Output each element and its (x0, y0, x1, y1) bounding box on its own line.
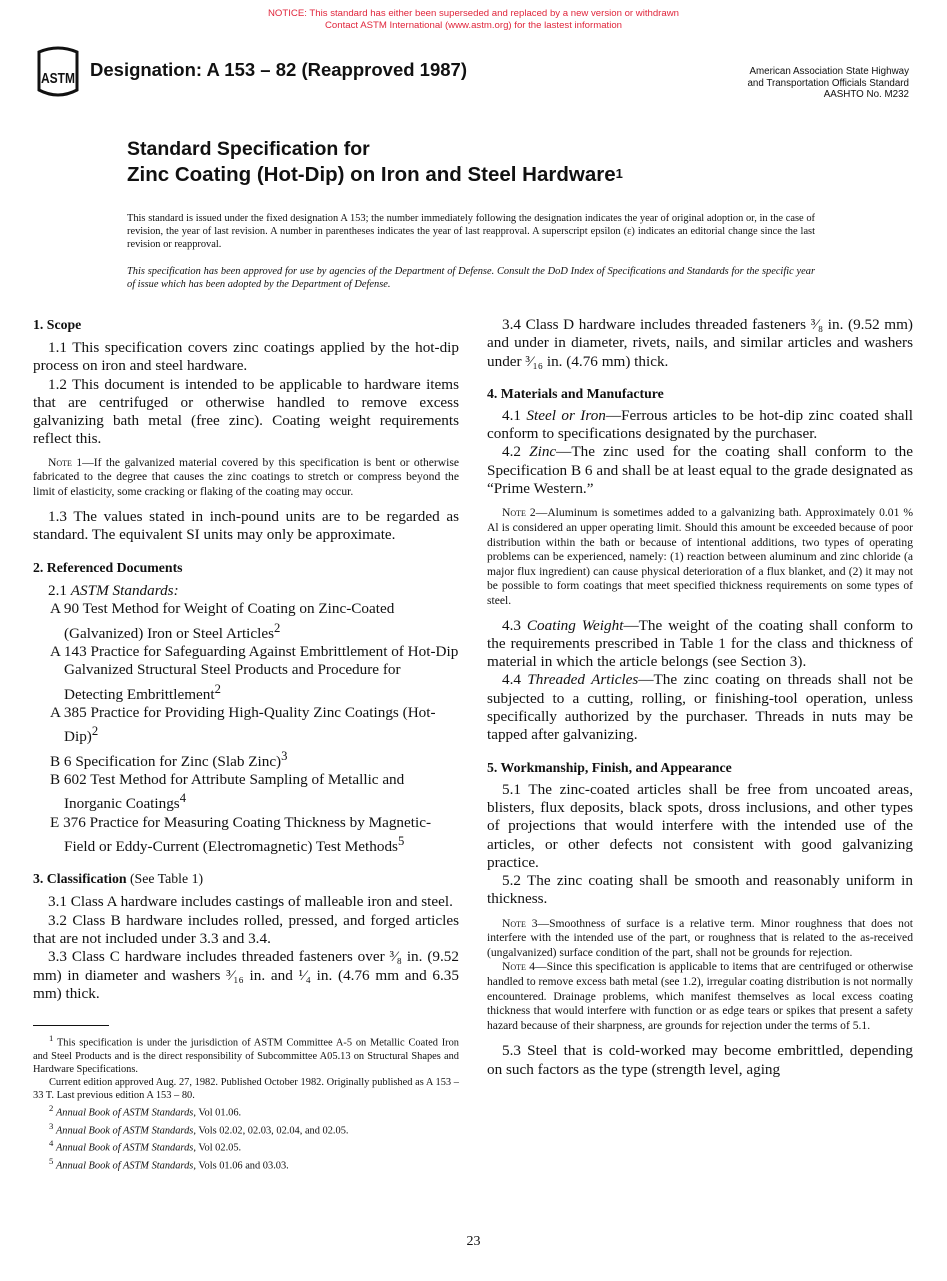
footnote-4: $^4$ Annual Book of ASTM Standards, Vol 02.05. (49, 1138, 242, 1154)
astm-logo (30, 46, 86, 102)
para-4-4: 4.4 Threaded Articles—The zinc coating on threads shall not be subjected to a cutting, rolling, or finishing-tool operation, unless specifically authorized by the purchaser. Threads in nuts may be tapped after galvanizing. (487, 671, 913, 744)
ref-e376: E 376 Practice for Measuring Coating Thickness by Magnetic-Field or Eddy-Current (Electromagnetic) Test Methods$^5$ (50, 813, 431, 856)
footnote-3: $^3$ Annual Book of ASTM Standards, Vols 02.02, 02.03, 02.04, and 02.05. (49, 1120, 349, 1137)
footnote-2: $^2$ Annual Book of ASTM Standards, Vol 01.06. (49, 1103, 242, 1119)
section-4-heading: 4. Materials and Manufacture (487, 385, 664, 401)
page-number: 23 (466, 1234, 481, 1249)
section-3-heading: 3. Classification (See Table 1) (33, 871, 204, 887)
para-3-1: 3.1 Class A hardware includes castings of malleable iron and steel. (48, 893, 453, 911)
para-1-1: 1.1 This specification covers zinc coatings applied by the hot-dip process on iron and steel hardware. (33, 339, 459, 375)
ref-b6: B 6 Specification for Zinc (Slab Zinc)$^3$ (50, 748, 288, 770)
ref-b602: B 602 Test Method for Attribute Sampling of Metallic and Inorganic Coatings$^4$ (50, 771, 405, 813)
note-4: Note 4—Since this specification is applicable to items that are centrifuged or otherwise handled to remove excess bath metal (see 1.2), irregular coating distribution is not normally encountered. Drainage problems, which manifest themselves as local excess coating thickness that would interfere with function or as edge tears or spikes that present a safety hazard because of their sharpness, are grounds for rejection under the terms of 5.1. (487, 960, 914, 1032)
ref-a385: A 385 Practice for Providing High-Quality Zinc Coatings $(Hot-Dip)^2$ (50, 704, 436, 746)
ref-a90: A 90 Test Method for Weight of Coating on Zinc-Coated (Galvanized) Iron or Steel Articles$^2$ (50, 600, 395, 642)
para-5-1: 5.1 The zinc-coated articles shall be free from uncoated areas, blisters, flux deposits, black spots, dross inclusions, and other types of projections that would interfere with the intended use of the articles, or other defects not consistent with good galvanizing practice. (487, 780, 913, 871)
superseded-notice (0, 8, 947, 31)
section-2-heading: 2. Referenced Documents (33, 560, 183, 576)
note-3: Note 3—Smoothness of surface is a relative term. Minor roughness that does not interfere with the intended use of the part, or roughness that is related to the as-received (ungalvanized) surface condition of the part, shall not be grounds for rejection. (487, 916, 913, 959)
title-line-1: Standard Specification for (127, 138, 370, 160)
para-1-3: 1.3 The values stated in inch-pound units are to be regarded as standard. The equivalent SI units may only be approximate. (33, 507, 459, 543)
ref-a143: A 143 Practice for Safeguarding Against Embrittlement of Hot-Dip Galvanized Structural Steel Products and Procedure for Detecting Embrittlement$^2$ (50, 643, 459, 703)
note-2: Note 2—Aluminum is sometimes added to a galvanizing bath. Approximately 0.01 % Al is considered an upper operating limit. Should this amount be exceeded because of poor distribution within the bath or because of intentional additions, two types of operating problems can be experienced, namely: (1) reaction between aluminum and zinc chloride (a major flux ingredient) can cause physical deterioration of a flux blanket, and (2) it may not be possible to form coatings that meet specified thickness requirements on some types of steel. (487, 506, 914, 607)
section-5-heading: 5. Workmanship, Finish, and Appearance (487, 759, 732, 775)
right-column (487, 316, 913, 1079)
svg-text:ASTM: ASTM (41, 70, 75, 87)
section-1-heading: 1. Scope (33, 317, 82, 332)
para-3-4: 3.4 Class D hardware includes threaded fasteners ³⁄₈ in. (9.52 mm) and under in diameter, rivets, nails, and similar articles and washers under ³⁄₁₆ in. (4.76 mm) thick. (487, 316, 913, 370)
note-1: Note 1—If the galvanized material covered by this specification is bent or otherwise fabricated to the degree that causes the zinc coatings to stretch or compress beyond the limit of elasticity, some cracking or flaking of the coating may occur. (33, 455, 459, 498)
title-line-2: Zinc Coating (Hot-Dip) on Iron and Steel Hardware$^1$ (127, 163, 623, 186)
para-5-2: 5.2 The zinc coating shall be smooth and reasonably uniform in thickness. (487, 872, 913, 908)
para-3-3: 3.3 Class C hardware includes threaded fasteners over ³⁄₈ in. (9.52 mm) in diameter and washers ³⁄₁₆ in. and ¹⁄₄ in. (4.76 mm and 6.35 mm) thick. (33, 948, 459, 1002)
designation: Designation: A 153 – 82 (Reapproved 1987) (90, 59, 467, 80)
footnote-5: $^5$ Annual Book of ASTM Standards, Vols 01.06 and 03.03. (49, 1155, 289, 1172)
preamble-designation-note: This standard is issued under the fixed designation A 153; the number immediately following the designation indicates the year of original adoption or, in the case of revision, the year of last revision. A number in parentheses indicates the year of last reapproval. A superscript epsilon (ε) indicates an editorial change since the last revision or reapproval. (127, 213, 815, 251)
para-4-3: 4.3 Coating Weight—The weight of the coating shall conform to the requirements prescribed in Table 1 for the class and thickness of material in which the article belongs (see Section 3). (487, 616, 913, 671)
preamble-dod-note: This specification has been approved for use by agencies of the Department of Defense. Consult the DoD Index of Specifications and Standards for the specific year of issue which has been adopted by the Department of Defense. (127, 266, 815, 291)
para-4-1: 4.1 Steel or Iron—Ferrous articles to be hot-dip zinc coated shall conform to specifications designated by the purchaser. (487, 406, 913, 443)
footnote-1-edition: Current edition approved Aug. 27, 1982. Published October 1982. Originally published as A 153 – 33 T. Last previous edition A 153 – 80. (33, 1076, 459, 1102)
notice-line-2: Contact ASTM International (www.astm.org) for the lastest information (325, 19, 622, 31)
para-2-1: 2.1 ASTM Standards: (48, 582, 179, 600)
left-column (33, 316, 459, 1172)
para-4-2: 4.2 Zinc—The zinc used for the coating shall conform to the Specification B 6 and shall be at least equal to the grade designated as “Prime Western.” (487, 443, 914, 498)
aashto-reference: American Association State Highway and Transportation Officials Standard AASHTO No. M232 (747, 66, 909, 100)
notice-line-1: NOTICE: This standard has either been superseded and replaced by a new version or withdrawn (268, 8, 679, 19)
para-1-2: 1.2 This document is intended to be applicable to hardware items that are centrifuged or otherwise handled to remove excess galvanizing bath metal (free zinc). Coating weight requirements reflect this. (33, 375, 459, 448)
footnote-1: $^1$ This specification is under the jurisdiction of ASTM Committee A-5 on Metallic Coated Iron and Steel Products and is the direct responsibility of Subcommittee A05.13 on Structural Shapes and Hardware Specifications. (33, 1033, 459, 1075)
para-3-2: 3.2 Class B hardware includes rolled, pressed, and forged articles that are not included under 3.3 and 3.4. (33, 911, 459, 947)
para-5-3: 5.3 Steel that is cold-worked may become embrittled, depending on such factors as the type (strength level, aging (487, 1042, 913, 1078)
